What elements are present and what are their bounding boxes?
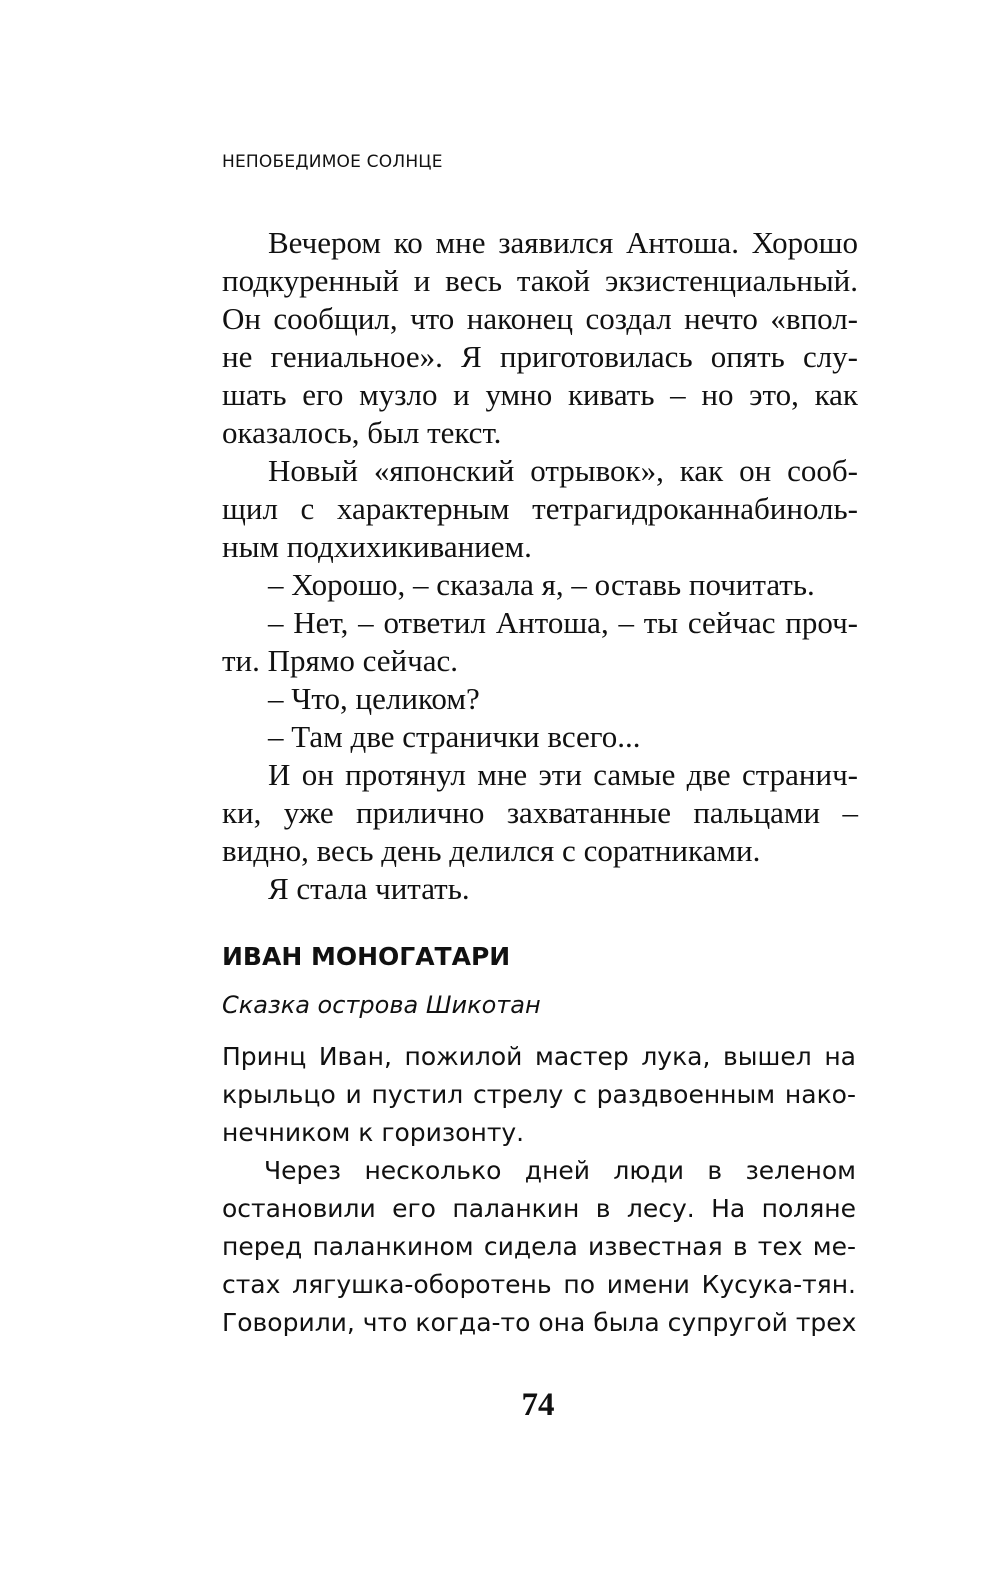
text-line: подкуренный и весь такой экзистенциальный.	[222, 263, 858, 298]
narrative-text	[222, 224, 858, 908]
text-line: Через несколько дней люди в зеленом	[264, 1156, 856, 1185]
paragraph	[222, 566, 858, 604]
text-line: ки, уже прилично захватанные пальцами –	[222, 795, 858, 830]
text-line: Новый «японский отрывок», как он сооб-	[268, 453, 858, 488]
text-line: нечником к горизонту.	[222, 1118, 525, 1147]
paragraph	[222, 1152, 856, 1342]
paragraph	[222, 870, 858, 908]
text-line: не гениальное». Я приготовилась опять слу-	[222, 339, 858, 374]
text-line: – Там две странички всего...	[268, 719, 641, 754]
paragraph	[222, 224, 858, 452]
text-line: ным подхихикиванием.	[222, 529, 532, 564]
text-line: Я стала читать.	[268, 871, 470, 906]
text-line: перед паланкином сидела известная в тех ме-	[222, 1232, 856, 1261]
paragraph	[222, 718, 858, 756]
text-line: – Нет, – ответил Антоша, – ты сейчас проч-	[268, 605, 858, 640]
text-line: видно, весь день делился с соратниками.	[222, 833, 761, 868]
text-line: оказалось, был текст.	[222, 415, 502, 450]
text-line: щил с характерным тетрагидроканнабиноль-	[222, 491, 858, 526]
text-line: Он сообщил, что наконец создал нечто «впол-	[222, 301, 858, 336]
text-line: ти. Прямо сейчас.	[222, 643, 458, 678]
text-line: – Что, целиком?	[268, 681, 480, 716]
paragraph	[222, 452, 858, 566]
text-line: – Хорошо, – сказала я, – оставь почитать.	[268, 567, 815, 602]
text-line: Принц Иван, пожилой мастер лука, вышел на	[222, 1042, 856, 1071]
text-line: Вечером ко мне заявился Антоша. Хорошо	[268, 225, 858, 260]
text-line: шать его музло и умно кивать – но это, как	[222, 377, 858, 412]
text-line: И он протянул мне эти самые две странич-	[268, 757, 858, 792]
text-line: крыльцо и пустил стрелу с раздвоенным нако-	[222, 1080, 856, 1109]
paragraph	[222, 604, 858, 680]
running-head: НЕПОБЕДИМОЕ СОЛНЦЕ	[222, 152, 443, 172]
tale-text	[222, 1038, 856, 1342]
paragraph	[222, 1038, 856, 1152]
text-line: стах лягушка-оборотень по имени Кусука-тян.	[222, 1270, 856, 1299]
text-line: Говорили, что когда-то она была супругой трех	[222, 1308, 857, 1337]
page-number: 74	[521, 1387, 555, 1423]
text-line: остановили его паланкин в лесу. На поляне	[222, 1194, 856, 1223]
chapter-subtitle: Сказка острова Шикотан	[222, 991, 541, 1019]
paragraph	[222, 756, 858, 870]
paragraph	[222, 680, 858, 718]
chapter-title: ИВАН МОНОГАТАРИ	[222, 942, 511, 971]
